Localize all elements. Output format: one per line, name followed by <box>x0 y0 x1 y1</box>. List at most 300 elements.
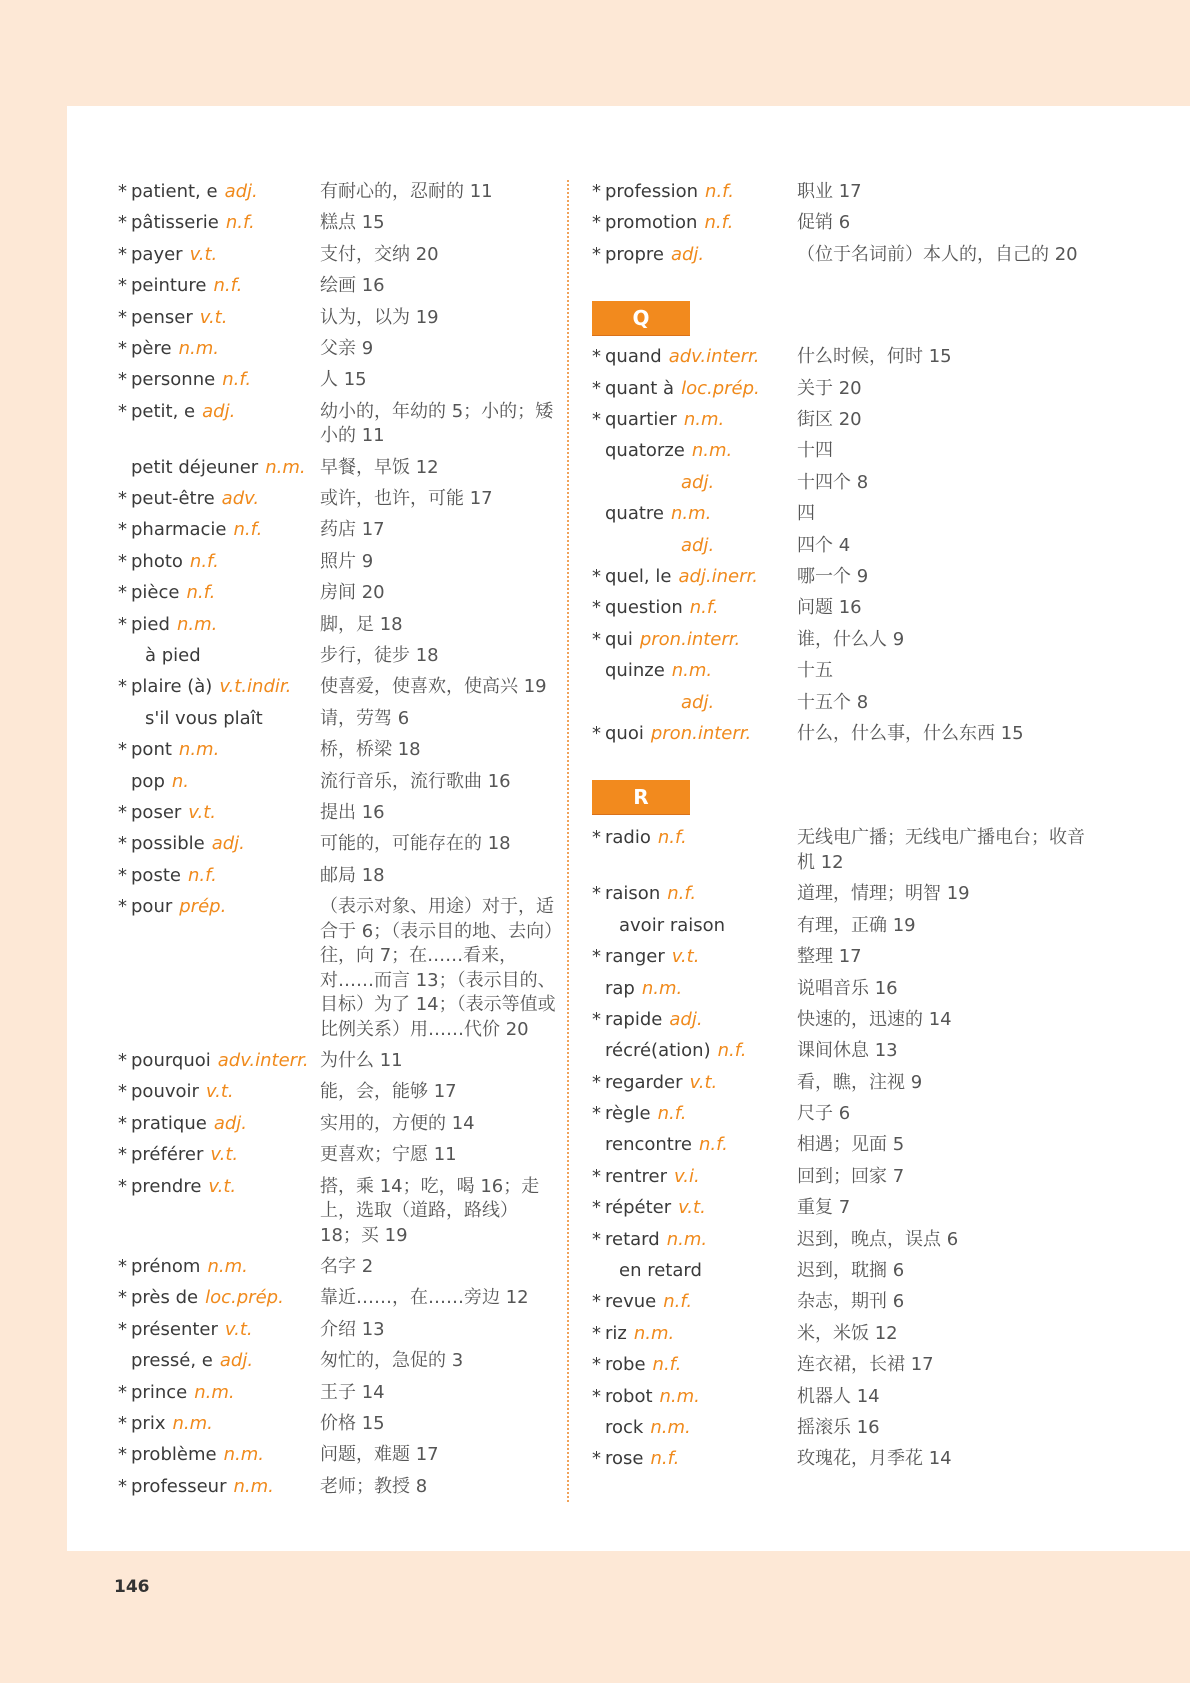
entry-word: préférer <box>131 1144 204 1166</box>
glossary-entry <box>118 895 558 1042</box>
core-vocab-star: * <box>592 377 601 399</box>
entry-part-of-speech: adj. <box>213 1112 248 1134</box>
glossary-entry <box>118 1381 558 1406</box>
entry-part-of-speech: v.t. <box>188 801 216 823</box>
entry-word: récré(ation) <box>605 1040 711 1062</box>
entry-word: possible <box>131 833 205 855</box>
glossary-entry <box>118 180 558 205</box>
entry-part-of-speech: n.m. <box>233 1475 274 1497</box>
entry-word: quinze <box>605 660 665 682</box>
glossary-entry <box>592 659 1092 684</box>
entry-word: personne <box>131 369 216 391</box>
entry-part-of-speech: n.f. <box>704 212 734 234</box>
entry-meaning: 整理 17 <box>797 946 862 968</box>
entry-headword <box>118 1286 320 1311</box>
entry-headword <box>592 1196 797 1221</box>
entry-meaning: 快速的，迅速的 14 <box>797 1008 952 1030</box>
entry-headword <box>118 770 320 795</box>
entry-part-of-speech: v.t. <box>678 1197 706 1219</box>
glossary-entry <box>592 914 1092 939</box>
glossary-entry <box>592 1008 1092 1033</box>
core-vocab-star: * <box>118 1475 127 1497</box>
entry-meaning: 重复 7 <box>797 1197 851 1219</box>
entry-part-of-speech: n.m. <box>691 440 733 462</box>
core-vocab-star: * <box>118 1049 127 1071</box>
entry-part-of-speech: v.t. <box>671 946 700 968</box>
glossary-entry <box>118 337 558 362</box>
entry-word: à pied <box>145 644 201 666</box>
entry-word: robe <box>605 1354 646 1376</box>
entry-meaning: （表示对象、用途）对于，适合于 6；（表示目的地、去向）往，向 7；在……看来，对……而言 13；（表示目的、目标）为了 14；（表示等值或比例关系）用……代价 20 <box>320 896 556 1040</box>
glossary-entry <box>118 211 558 236</box>
section-p-continued <box>592 180 1092 267</box>
glossary-column-right <box>592 180 1092 1479</box>
entry-meaning: 职业 17 <box>797 181 862 202</box>
entry-part-of-speech: adj.inerr. <box>678 566 758 588</box>
entry-headword <box>592 345 797 370</box>
entry-headword <box>592 534 797 559</box>
glossary-entry <box>118 550 558 575</box>
entry-word: pour <box>131 896 173 918</box>
entry-meaning: 请，劳驾 6 <box>320 707 410 729</box>
entry-meaning: 课间休息 13 <box>797 1040 898 1062</box>
entry-word: pop <box>131 770 165 792</box>
entry-part-of-speech: v.t. <box>224 1318 253 1340</box>
entry-headword <box>592 243 797 268</box>
glossary-entry <box>592 439 1092 464</box>
entry-meaning: 十四个 8 <box>797 471 869 493</box>
entry-meaning: 机器人 14 <box>797 1385 880 1407</box>
page-number: 146 <box>114 1577 150 1597</box>
glossary-entry <box>118 487 558 512</box>
core-vocab-star: * <box>118 1112 127 1134</box>
entry-word: peinture <box>131 275 207 297</box>
entry-headword <box>592 408 797 433</box>
entry-part-of-speech: n.m. <box>683 409 725 431</box>
entry-word: ranger <box>605 946 665 968</box>
entry-headword <box>118 832 320 857</box>
glossary-entry <box>118 1049 558 1074</box>
core-vocab-star: * <box>118 212 127 234</box>
entry-word: peut-être <box>131 488 215 510</box>
glossary-entry <box>118 1318 558 1343</box>
entry-headword <box>118 337 320 362</box>
glossary-entry <box>592 377 1092 402</box>
glossary-entry <box>592 565 1092 590</box>
glossary-entry <box>118 1255 558 1280</box>
glossary-entry <box>118 456 558 481</box>
core-vocab-star: * <box>592 1008 601 1030</box>
entry-part-of-speech: v.t. <box>205 1081 234 1103</box>
core-vocab-star: * <box>592 1322 601 1344</box>
entry-part-of-speech: n.m. <box>650 1417 691 1438</box>
entry-headword <box>118 1443 320 1468</box>
entry-part-of-speech: v.i. <box>674 1165 700 1187</box>
section-q-entries <box>592 345 1092 746</box>
core-vocab-star: * <box>118 801 127 823</box>
glossary-entry <box>118 675 558 700</box>
entry-word: radio <box>605 827 651 849</box>
entry-headword <box>118 1255 320 1280</box>
entry-meaning: 连衣裙，长裙 17 <box>797 1354 934 1376</box>
core-vocab-star: * <box>118 833 127 855</box>
entry-meaning: 有耐心的，忍耐的 11 <box>320 181 493 202</box>
core-vocab-star: * <box>118 1381 127 1403</box>
entry-headword <box>118 306 320 331</box>
entry-meaning: 街区 20 <box>797 409 862 431</box>
entry-headword <box>118 1143 320 1168</box>
glossary-entry <box>118 581 558 606</box>
entry-meaning: 十五 <box>797 660 833 682</box>
entry-headword <box>118 550 320 575</box>
glossary-entry <box>592 1353 1092 1378</box>
glossary-entry <box>592 977 1092 1002</box>
core-vocab-star: * <box>592 946 601 968</box>
glossary-entry <box>118 770 558 795</box>
entry-part-of-speech: pron.interr. <box>639 628 741 650</box>
entry-part-of-speech: n.m. <box>666 1228 708 1250</box>
entry-meaning: 问题，难题 17 <box>320 1444 439 1466</box>
entry-meaning: 王子 14 <box>320 1381 385 1403</box>
entry-part-of-speech: v.t. <box>210 1144 239 1166</box>
core-vocab-star: * <box>118 1444 127 1466</box>
entry-headword <box>592 1039 797 1064</box>
entry-word: problème <box>131 1444 217 1466</box>
core-vocab-star: * <box>118 337 127 359</box>
core-vocab-star: * <box>118 676 127 698</box>
core-vocab-star: * <box>592 827 601 849</box>
glossary-entry <box>592 1039 1092 1064</box>
entry-part-of-speech: n.m. <box>172 1412 213 1434</box>
entry-part-of-speech: v.t.indir. <box>219 676 292 698</box>
entry-word: quoi <box>605 722 644 744</box>
entry-headword <box>592 882 797 907</box>
entry-meaning: 相遇；见面 5 <box>797 1134 905 1156</box>
entry-word: quant à <box>605 377 675 399</box>
entry-part-of-speech: adj. <box>211 833 245 855</box>
entry-word: revue <box>605 1291 657 1313</box>
entry-headword <box>118 1381 320 1406</box>
entry-part-of-speech: n.m. <box>641 977 683 999</box>
entry-word: avoir raison <box>619 914 726 936</box>
entry-headword <box>592 722 797 747</box>
core-vocab-star: * <box>592 243 601 265</box>
entry-headword <box>118 456 320 481</box>
entry-headword <box>592 914 797 939</box>
entry-part-of-speech: n.f. <box>186 582 216 604</box>
entry-meaning: 价格 15 <box>320 1412 385 1434</box>
entry-part-of-speech: n.f. <box>650 1448 680 1470</box>
entry-meaning: 迟到，耽搁 6 <box>797 1260 905 1282</box>
entry-part-of-speech: n.m. <box>194 1381 235 1403</box>
entry-headword <box>592 180 797 205</box>
entry-headword <box>118 1318 320 1343</box>
glossary-entry <box>118 832 558 857</box>
entry-word: professeur <box>131 1475 227 1497</box>
glossary-entry <box>592 826 1092 875</box>
entry-headword <box>118 644 320 669</box>
entry-meaning: 迟到，晚点，误点 6 <box>797 1228 959 1250</box>
entry-word: rock <box>605 1417 644 1438</box>
glossary-entry <box>592 180 1092 205</box>
entry-word: quatorze <box>605 440 685 462</box>
entry-word: pratique <box>131 1112 207 1134</box>
entry-meaning: 杂志，期刊 6 <box>797 1291 905 1313</box>
glossary-entry <box>118 1175 558 1249</box>
entry-word: règle <box>605 1103 651 1125</box>
section-r-banner: R <box>592 780 690 815</box>
entry-meaning: 玫瑰花，月季花 14 <box>797 1448 952 1470</box>
core-vocab-star: * <box>118 1412 127 1434</box>
entry-headword <box>592 565 797 590</box>
entry-word: raison <box>605 883 661 905</box>
entry-headword <box>592 1165 797 1190</box>
entry-part-of-speech: n.f. <box>652 1354 682 1376</box>
glossary-entry <box>592 1385 1092 1410</box>
entry-headword <box>592 1416 797 1441</box>
glossary-entry <box>592 345 1092 370</box>
entry-word: quel, le <box>605 566 672 588</box>
entry-word: prince <box>131 1381 188 1403</box>
core-vocab-star: * <box>118 488 127 510</box>
glossary-entry <box>592 882 1092 907</box>
entry-headword <box>592 977 797 1002</box>
glossary-entry <box>118 613 558 638</box>
glossary-entry <box>592 211 1092 236</box>
entry-part-of-speech: n.f. <box>189 550 219 572</box>
entry-meaning: 桥，桥梁 18 <box>320 739 421 761</box>
glossary-entry <box>118 368 558 393</box>
entry-headword <box>118 1349 320 1374</box>
entry-word: payer <box>131 243 183 265</box>
entry-meaning: 回到；回家 7 <box>797 1165 905 1187</box>
entry-part-of-speech: n.f. <box>233 519 263 541</box>
entry-part-of-speech: adj. <box>681 691 715 713</box>
entry-meaning: 支付，交纳 20 <box>320 243 439 265</box>
entry-part-of-speech: loc.prép. <box>205 1287 284 1309</box>
glossary-entry <box>118 1412 558 1437</box>
entry-headword <box>118 368 320 393</box>
core-vocab-star: * <box>592 1385 601 1407</box>
core-vocab-star: * <box>592 409 601 431</box>
entry-meaning: 或许，也许，可能 17 <box>320 488 493 510</box>
core-vocab-star: * <box>118 1081 127 1103</box>
entry-meaning: 摇滚乐 16 <box>797 1417 880 1438</box>
entry-part-of-speech: n.f. <box>657 1103 687 1125</box>
entry-meaning: （位于名词前）本人的，自己的 20 <box>797 243 1078 265</box>
entry-word: en retard <box>619 1260 702 1282</box>
entry-headword <box>592 1447 797 1472</box>
entry-meaning: 更喜欢；宁愿 11 <box>320 1144 457 1166</box>
glossary-entry <box>118 1443 558 1468</box>
core-vocab-star: * <box>118 550 127 572</box>
entry-meaning: 邮局 18 <box>320 864 385 886</box>
glossary-entry <box>118 738 558 763</box>
core-vocab-star: * <box>592 346 601 368</box>
entry-headword <box>118 864 320 889</box>
entry-word: plaire (à) <box>131 676 213 698</box>
entry-part-of-speech: adj. <box>224 181 258 202</box>
entry-headword <box>592 596 797 621</box>
entry-meaning: 问题 16 <box>797 597 862 619</box>
entry-word: rentrer <box>605 1165 668 1187</box>
glossary-entry <box>592 1322 1092 1347</box>
entry-headword <box>592 1008 797 1033</box>
entry-word: père <box>131 337 172 359</box>
glossary-entry <box>592 722 1092 747</box>
entry-part-of-speech: adj. <box>670 243 705 265</box>
glossary-entry <box>118 1112 558 1137</box>
entry-headword <box>592 1290 797 1315</box>
glossary-entry <box>592 1165 1092 1190</box>
entry-part-of-speech: n.f. <box>689 597 719 619</box>
entry-part-of-speech: adv.interr. <box>217 1049 309 1071</box>
entry-part-of-speech: adj. <box>202 400 236 422</box>
entry-headword <box>592 945 797 970</box>
entry-headword <box>592 1259 797 1284</box>
entry-headword <box>118 180 320 205</box>
glossary-entry <box>118 1286 558 1311</box>
entry-word: rapide <box>605 1008 663 1030</box>
entry-meaning: 米，米饭 12 <box>797 1322 898 1344</box>
entry-word: pressé, e <box>131 1350 213 1372</box>
core-vocab-star: * <box>118 739 127 761</box>
entry-headword <box>118 675 320 700</box>
entry-meaning: 可能的，可能存在的 18 <box>320 833 511 855</box>
entry-part-of-speech: n.f. <box>663 1291 693 1313</box>
entry-meaning: 药店 17 <box>320 519 385 541</box>
entry-part-of-speech: n.f. <box>698 1134 728 1156</box>
entry-headword <box>118 1112 320 1137</box>
entry-part-of-speech: v.t. <box>189 243 218 265</box>
entry-headword <box>592 377 797 402</box>
entry-headword <box>592 628 797 653</box>
entry-part-of-speech: loc.prép. <box>681 377 760 399</box>
section-r-entries <box>592 826 1092 1471</box>
entry-meaning: 流行音乐，流行歌曲 16 <box>320 770 511 792</box>
entry-word: poste <box>131 864 181 886</box>
entry-meaning: 谁，什么人 9 <box>797 628 905 650</box>
entry-part-of-speech: adj. <box>219 1350 254 1372</box>
entry-meaning: 脚，足 18 <box>320 613 403 635</box>
glossary-entry <box>592 1447 1092 1472</box>
entry-headword <box>592 1228 797 1253</box>
entry-part-of-speech: adv. <box>221 488 260 510</box>
entry-headword <box>118 487 320 512</box>
glossary-entry <box>592 1196 1092 1221</box>
entry-headword <box>118 211 320 236</box>
glossary-entry <box>592 1290 1092 1315</box>
entry-part-of-speech: n.f. <box>222 369 252 391</box>
entry-meaning: 介绍 13 <box>320 1318 385 1340</box>
glossary-entry <box>592 502 1092 527</box>
entry-part-of-speech: n.f. <box>667 883 697 905</box>
entry-part-of-speech: n.m. <box>178 337 219 359</box>
entry-headword <box>118 1175 320 1249</box>
core-vocab-star: * <box>118 1175 127 1197</box>
entry-word: rap <box>605 977 635 999</box>
entry-part-of-speech: v.t. <box>208 1175 237 1197</box>
glossary-entry <box>592 243 1092 268</box>
entry-meaning: 促销 6 <box>797 212 851 234</box>
entry-part-of-speech: v.t. <box>689 1071 718 1093</box>
entry-meaning: 什么时候，何时 15 <box>797 346 952 368</box>
entry-headword <box>592 502 797 527</box>
entry-word: pâtisserie <box>131 212 219 234</box>
entry-headword <box>592 691 797 716</box>
entry-meaning: 说唱音乐 16 <box>797 977 898 999</box>
entry-meaning: 认为，以为 19 <box>320 306 439 328</box>
entry-meaning: 使喜爱，使喜欢，使高兴 19 <box>320 676 547 698</box>
entry-part-of-speech: n.f. <box>187 864 217 886</box>
glossary-entry <box>118 243 558 268</box>
entry-headword <box>592 471 797 496</box>
glossary-entry <box>592 691 1092 716</box>
core-vocab-star: * <box>592 722 601 744</box>
core-vocab-star: * <box>592 1103 601 1125</box>
glossary-entry <box>592 408 1092 433</box>
entry-meaning: 照片 9 <box>320 550 374 572</box>
core-vocab-star: * <box>592 883 601 905</box>
glossary-column-left <box>118 180 558 1506</box>
entry-part-of-speech: v.t. <box>199 306 228 328</box>
entry-part-of-speech: adv.interr. <box>668 346 760 368</box>
entry-word: quatre <box>605 503 665 525</box>
entry-part-of-speech: n.m. <box>671 660 713 682</box>
entry-meaning: 四个 4 <box>797 534 851 556</box>
entry-meaning: 父亲 9 <box>320 337 374 359</box>
entry-word: près de <box>131 1287 199 1309</box>
core-vocab-star: * <box>118 613 127 635</box>
core-vocab-star: * <box>592 1071 601 1093</box>
entry-word: pharmacie <box>131 519 227 541</box>
glossary-entry <box>592 534 1092 559</box>
entry-meaning: 搭，乘 14；吃，喝 16；走上，选取（道路，路线）18；买 19 <box>320 1175 540 1246</box>
core-vocab-star: * <box>118 1318 127 1340</box>
glossary-entry <box>118 707 558 732</box>
entry-headword <box>592 659 797 684</box>
entry-word: petit, e <box>131 400 196 422</box>
entry-part-of-speech: n.m. <box>178 739 220 761</box>
entry-word: pourquoi <box>131 1049 211 1071</box>
entry-word: rencontre <box>605 1134 692 1156</box>
entry-part-of-speech: n.m. <box>176 613 218 635</box>
entry-headword <box>592 1322 797 1347</box>
entry-word: petit déjeuner <box>131 456 259 478</box>
entry-headword <box>118 1080 320 1105</box>
entry-part-of-speech: n.m. <box>265 456 306 478</box>
entry-part-of-speech: n.m. <box>659 1385 700 1407</box>
entry-word: répéter <box>605 1197 672 1219</box>
entry-meaning: 看，瞧，注视 9 <box>797 1071 923 1093</box>
entry-meaning: 十四 <box>797 440 833 462</box>
entry-headword <box>118 895 320 1042</box>
core-vocab-star: * <box>592 1165 601 1187</box>
entry-word: prendre <box>131 1175 202 1197</box>
entry-meaning: 尺子 6 <box>797 1103 851 1125</box>
entry-part-of-speech: n.f. <box>705 181 734 202</box>
core-vocab-star: * <box>118 400 127 422</box>
glossary-entry <box>592 1071 1092 1096</box>
glossary-entry <box>592 1102 1092 1127</box>
entry-meaning: 道理，情理；明智 19 <box>797 883 970 905</box>
core-vocab-star: * <box>118 369 127 391</box>
glossary-entry <box>592 1416 1092 1441</box>
entry-word: propre <box>605 243 664 265</box>
entry-word: penser <box>131 306 193 328</box>
glossary-entry <box>592 596 1092 621</box>
entry-meaning: 提出 16 <box>320 801 385 823</box>
